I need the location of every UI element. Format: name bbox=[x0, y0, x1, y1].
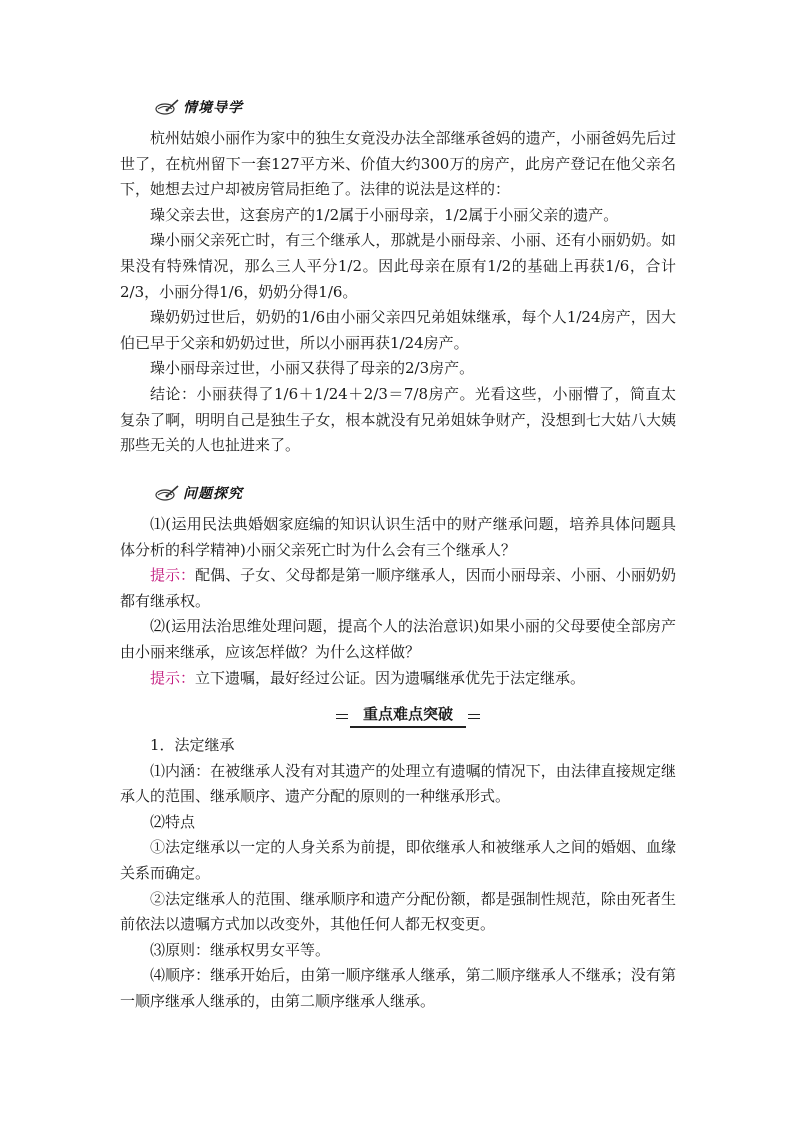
key-points-banner bbox=[336, 704, 480, 726]
paragraph: ①法定继承以一定的人身关系为前提，即依继承人和被继承人之间的婚姻、血缘关系而确定。 bbox=[120, 838, 676, 882]
paragraph: 璪小丽父亲死亡时，有三个继承人，那就是小丽母亲、小丽、还有小丽奶奶。如果没有特殊情况，那么三人平分1/2。因此母亲在原有1/2的基础上再获1/6，合计2/3，小丽分得1/6，奶奶分得1/6。 bbox=[120, 231, 676, 301]
paragraph: ②法定继承人的范围、继承顺序和遗产分配份额，都是强制性规范，除由死者生前依法以遗嘱方式加以改变外，其他任何人都无权变更。 bbox=[120, 889, 676, 934]
paragraph: 杭州姑娘小丽作为家中的独生女竟没办法全部继承爸妈的遗产，小丽爸妈先后过世了，在杭州留下一套127平方米、价值大约300万的房产，此房产登记在他父亲名下，她想去过户却被房管局拒绝了。法律的说法是这样的： bbox=[120, 129, 676, 199]
paragraph: 璪小丽母亲过世，小丽又获得了母亲的2/3房产。 bbox=[150, 359, 475, 378]
hint-paragraph bbox=[120, 563, 676, 614]
hint-paragraph bbox=[120, 666, 676, 692]
hint-label: 提示： bbox=[150, 566, 196, 585]
intro-text bbox=[120, 126, 676, 459]
banner-right-bar bbox=[468, 714, 480, 719]
hint-text: 立下遗嘱，最好经过公证。因为遗嘱继承优先于法定继承。 bbox=[195, 668, 586, 687]
banner-title: 重点难点突破 bbox=[350, 704, 466, 728]
paragraph: ⑴内涵：在被继承人没有对其遗产的处理立有遗嘱的情况下，由法律直接规定继承人的范围、继承顺序、遗产分配的原则的一种继承形式。 bbox=[120, 761, 676, 806]
paragraph: ⑶原则：继承权男女平等。 bbox=[150, 940, 331, 959]
question: ⑴(运用民法典婚姻家庭编的知识认识生活中的财产继承问题，培养具体问题具体分析的科学精神)小丽父亲死亡时为什么会有三个继承人？ bbox=[120, 515, 676, 559]
paragraph: ⑷顺序：继承开始后，由第一顺序继承人继承，第二顺序继承人不继承；没有第一顺序继承人继承的，由第二顺序继承人继承。 bbox=[120, 966, 676, 1010]
section-heading-situation bbox=[155, 95, 243, 119]
question: ⑵(运用法治思维处理问题，提高个人的法治意识)如果小丽的父母要使全部房产由小丽来继承，应该怎样做？为什么这样做？ bbox=[120, 617, 676, 661]
paragraph: 璪父亲去世，这套房产的1/2属于小丽母亲，1/2属于小丽父亲的遗产。 bbox=[150, 205, 619, 224]
section-heading-question bbox=[155, 481, 243, 505]
paragraph: ⑵特点 bbox=[150, 812, 196, 831]
question-text bbox=[120, 512, 676, 691]
paragraph: 结论：小丽获得了1/6＋1/24＋2/3＝7/8房产。光看这些，小丽懵了，简直太复杂了啊，明明自己是独生子女，根本就没有兄弟姐妹争财产，没想到七大姑八大姨那些无关的人也扯进来了。 bbox=[120, 384, 676, 455]
section-title: 问题探究 bbox=[183, 486, 243, 502]
paragraph: 1．法定继承 bbox=[150, 736, 235, 754]
pen-book-icon bbox=[155, 484, 179, 502]
section-title: 情境导学 bbox=[183, 100, 243, 116]
paragraph: 璪奶奶过世后，奶奶的1/6由小丽父亲四兄弟姐妹继承，每个人1/24房产，因大伯已早于父亲和奶奶过世，所以小丽再获1/24房产。 bbox=[120, 308, 676, 352]
banner-left-bar bbox=[336, 714, 348, 719]
pen-book-icon bbox=[155, 98, 179, 116]
hint-label: 提示： bbox=[150, 668, 196, 687]
key-points-text bbox=[120, 733, 676, 1015]
hint-text: 配偶、子女、父母都是第一顺序继承人，因而小丽母亲、小丽、小丽奶奶都有继承权。 bbox=[120, 566, 676, 610]
